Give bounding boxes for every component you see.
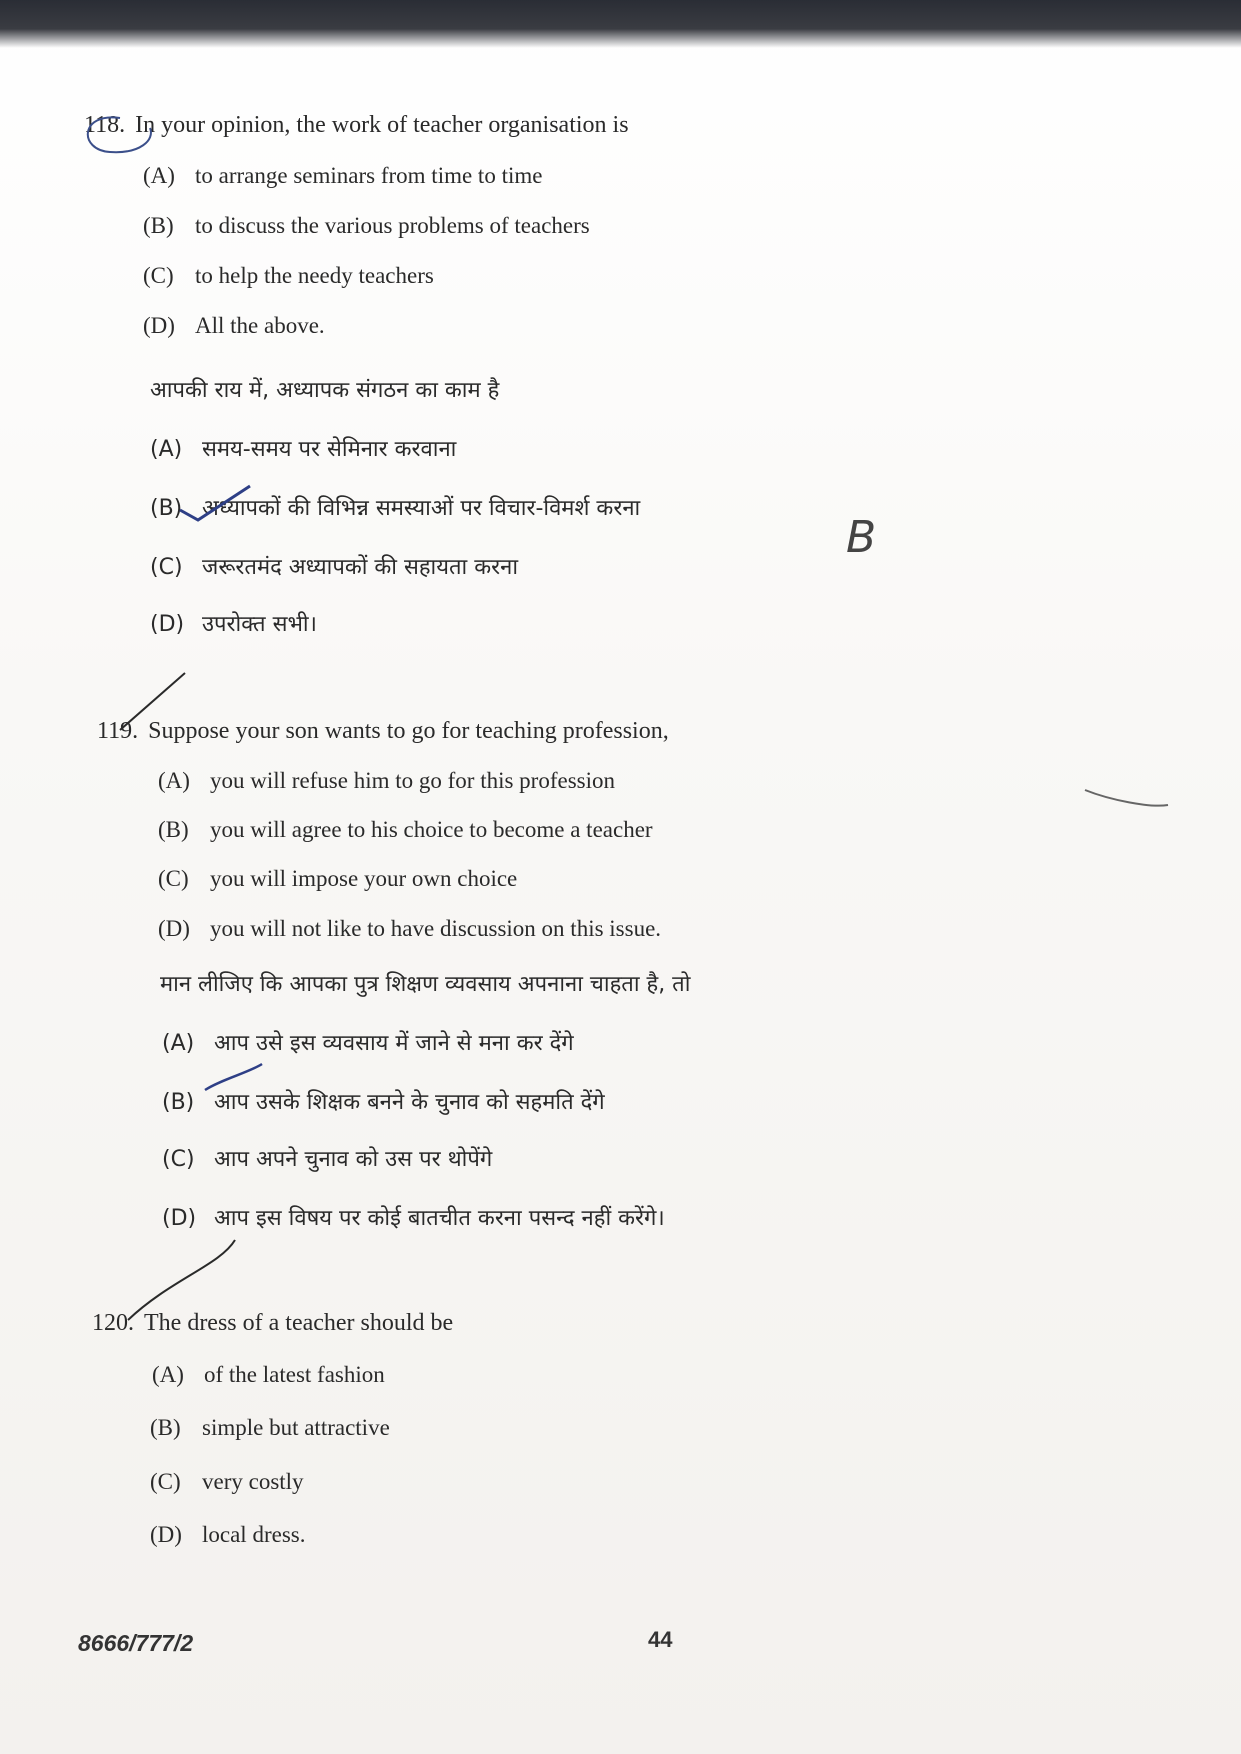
question-text: The dress of a teacher should be xyxy=(144,1310,454,1336)
option-b: (B) you will agree to his choice to become a teacher xyxy=(158,817,653,842)
option-d-hindi: (D) उपरोक्त सभी। xyxy=(150,612,317,637)
option-b-hindi: (B) आप उसके शिक्षक बनने के चुनाव को सहमति देंगे xyxy=(162,1090,605,1115)
option-a: (A) to arrange seminars from time to time xyxy=(143,163,543,188)
question-number: 120. xyxy=(92,1310,134,1336)
option-c: (C) you will impose your own choice xyxy=(158,866,518,891)
top-edge-shadow xyxy=(0,0,1241,48)
question-stem xyxy=(97,718,669,745)
tick-mark-120 xyxy=(128,1240,235,1320)
option-a: (A) you will refuse him to go for this profession xyxy=(158,768,616,793)
option-d: (D) you will not like to have discussion on this issue. xyxy=(158,916,662,941)
question-text-hindi: आपकी राय में, अध्यापक संगठन का काम है xyxy=(150,378,500,403)
option-d: (D) local dress. xyxy=(150,1522,306,1547)
option-c-hindi: (C) आप अपने चुनाव को उस पर थोपेंगे xyxy=(162,1147,493,1172)
option-b: (B) simple but attractive xyxy=(150,1415,390,1440)
question-text-hindi: मान लीजिए कि आपका पुत्र शिक्षण व्यवसाय अपनाना चाहता है, तो xyxy=(160,972,691,997)
question-number: 119. xyxy=(97,718,139,744)
option-b-hindi: (B) अध्यापकों की विभिन्न समस्याओं पर विचार-विमर्श करना xyxy=(150,496,641,521)
question-number: 118. xyxy=(84,112,126,138)
option-d-hindi: (D) आप इस विषय पर कोई बातचीत करना पसन्द नहीं करेंगे। xyxy=(162,1206,665,1231)
option-d: (D) All the above. xyxy=(143,313,325,338)
option-c: (C) to help the needy teachers xyxy=(143,263,434,288)
option-c: (C) very costly xyxy=(150,1469,304,1494)
option-a-hindi: (A) समय-समय पर सेमिनार करवाना xyxy=(150,437,457,462)
stray-mark xyxy=(1085,790,1168,806)
question-text: In your opinion, the work of teacher organisation is xyxy=(135,112,629,138)
option-b: (B) to discuss the various problems of teachers xyxy=(143,213,590,238)
question-text: Suppose your son wants to go for teaching profession, xyxy=(148,718,669,744)
paper-code: 8666/777/2 xyxy=(78,1630,194,1656)
page-number: 44 xyxy=(648,1627,673,1652)
question-stem xyxy=(84,112,629,139)
handwritten-note: B xyxy=(846,512,877,563)
option-a-hindi: (A) आप उसे इस व्यवसाय में जाने से मना कर देंगे xyxy=(162,1031,574,1056)
option-a: (A) of the latest fashion xyxy=(152,1362,385,1387)
option-c-hindi: (C) जरूरतमंद अध्यापकों की सहायता करना xyxy=(150,555,519,580)
question-stem xyxy=(92,1310,453,1337)
